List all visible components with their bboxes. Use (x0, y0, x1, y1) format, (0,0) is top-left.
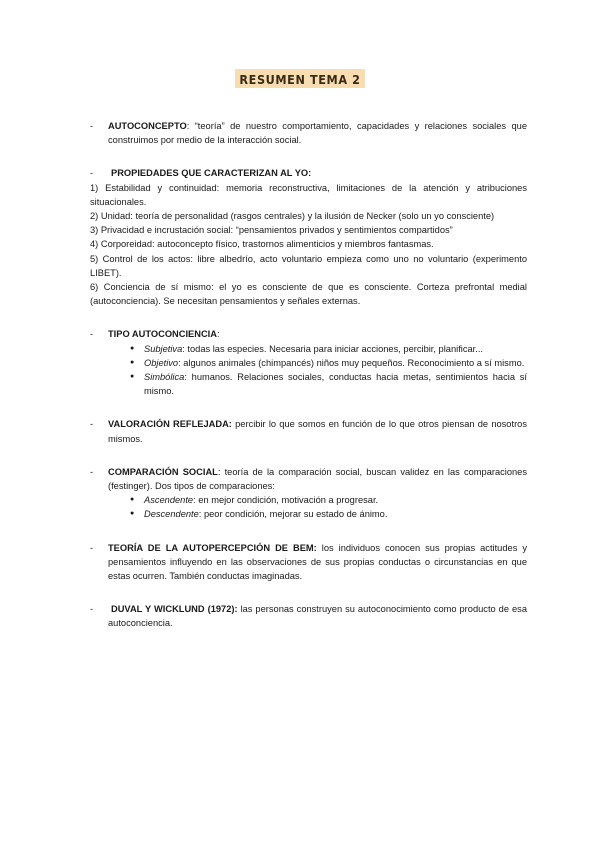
dash-marker: - (90, 419, 94, 430)
list-item: ● Simbólica: humanos. Relaciones sociales, conductas hacia metas, sentimientos hacia sí mismo. (130, 370, 527, 398)
dash-marker: - (90, 329, 94, 340)
section-text: AUTOCONCEPTO: “teoría” de nuestro comportamiento, capacidades y relaciones sociales que construimos por medio de la interacción social. (108, 121, 527, 146)
bullet-list (108, 493, 527, 521)
list-item: ● Ascendente: en mejor condición, motivación a progresar. (130, 493, 527, 507)
section-text: TIPO AUTOCONCIENCIA: (108, 329, 220, 340)
section-heading: TEORÍA DE LA AUTOPERCEPCIÓN DE BEM: (108, 542, 317, 553)
dash-marker: - (90, 168, 94, 179)
numbered-list (90, 181, 527, 309)
section-heading: COMPARACIÓN SOCIAL (108, 466, 218, 477)
list-item: ● Descendente: peor condición, mejorar su estado de ánimo. (130, 507, 527, 521)
section-heading: TIPO AUTOCONCIENCIA (108, 329, 217, 340)
section-duval (90, 602, 527, 630)
list-item: 1) Estabilidad y continuidad: memoria reconstructiva, limitaciones de la atención y atribuciones situacionales. (90, 182, 527, 207)
section-heading: PROPIEDADES QUE CARACTERIZAN AL YO: (111, 168, 312, 179)
section-text: DUVAL Y WICKLUND (1972): las personas construyen su autoconocimiento como producto de esa autoconciencia. (108, 604, 527, 629)
bullet-list (108, 342, 527, 399)
list-item: 5) Control de los actos: libre albedrío, acto voluntario empieza como uno no voluntario (experimento LIBET). (90, 253, 527, 278)
section-propiedades (90, 166, 527, 308)
page-title: RESUMEN TEMA 2 (0, 72, 600, 87)
list-item: ● Objetivo: algunos animales (chimpancés) niños muy pequeños. Reconocimiento a sí mismo. (130, 356, 527, 370)
dash-marker: - (90, 542, 94, 553)
dash-marker: - (90, 466, 94, 477)
document-body (90, 119, 527, 650)
dash-marker: - (90, 121, 94, 131)
list-item: 2) Unidad: teoría de personalidad (rasgos centrales) y la ilusión de Necker (solo un yo consciente) (90, 211, 495, 222)
section-text: VALORACIÓN REFLEJADA: percibir lo que somos en función de lo que otros piensan de nosotros mismos. (108, 419, 527, 444)
section-comparacion (90, 465, 527, 522)
section-heading: VALORACIÓN REFLEJADA: (108, 419, 232, 430)
section-heading: AUTOCONCEPTO (108, 121, 187, 131)
section-text: TEORÍA DE LA AUTOPERCEPCIÓN DE BEM: los individuos conocen sus propias actitudes y pensamientos influyendo en las observaciones de sus propias conductas o circunstancias en que estas ocurren. También conductas imaginadas. (108, 542, 527, 582)
list-item: 3) Privacidad e incrustación social: “pensamientos privados y sentimientos compartidos” (90, 225, 453, 236)
section-text: COMPARACIÓN SOCIAL: teoría de la comparación social, buscan validez en las comparaciones (festinger). Dos tipos de comparaciones: (108, 466, 527, 492)
section-autoconcepto (90, 119, 527, 147)
dash-marker: - (90, 604, 94, 615)
section-tipo-autoconciencia (90, 327, 527, 398)
section-bem (90, 541, 527, 584)
list-item: 6) Conciencia de sí mismo: el yo es consciente de que es consciente. Corteza prefrontal medial (autoconciencia). Se necesitan pensamientos y señales externas. (90, 282, 527, 307)
section-valoracion (90, 417, 527, 445)
list-item: 4) Corporeidad: autoconcepto físico, trastornos alimenticios y miembros fantasmas. (90, 239, 434, 250)
section-heading: DUVAL Y WICKLUND (1972): (111, 604, 238, 615)
list-item: ● Subjetiva: todas las especies. Necesaria para iniciar acciones, percibir, planificar... (130, 342, 527, 356)
